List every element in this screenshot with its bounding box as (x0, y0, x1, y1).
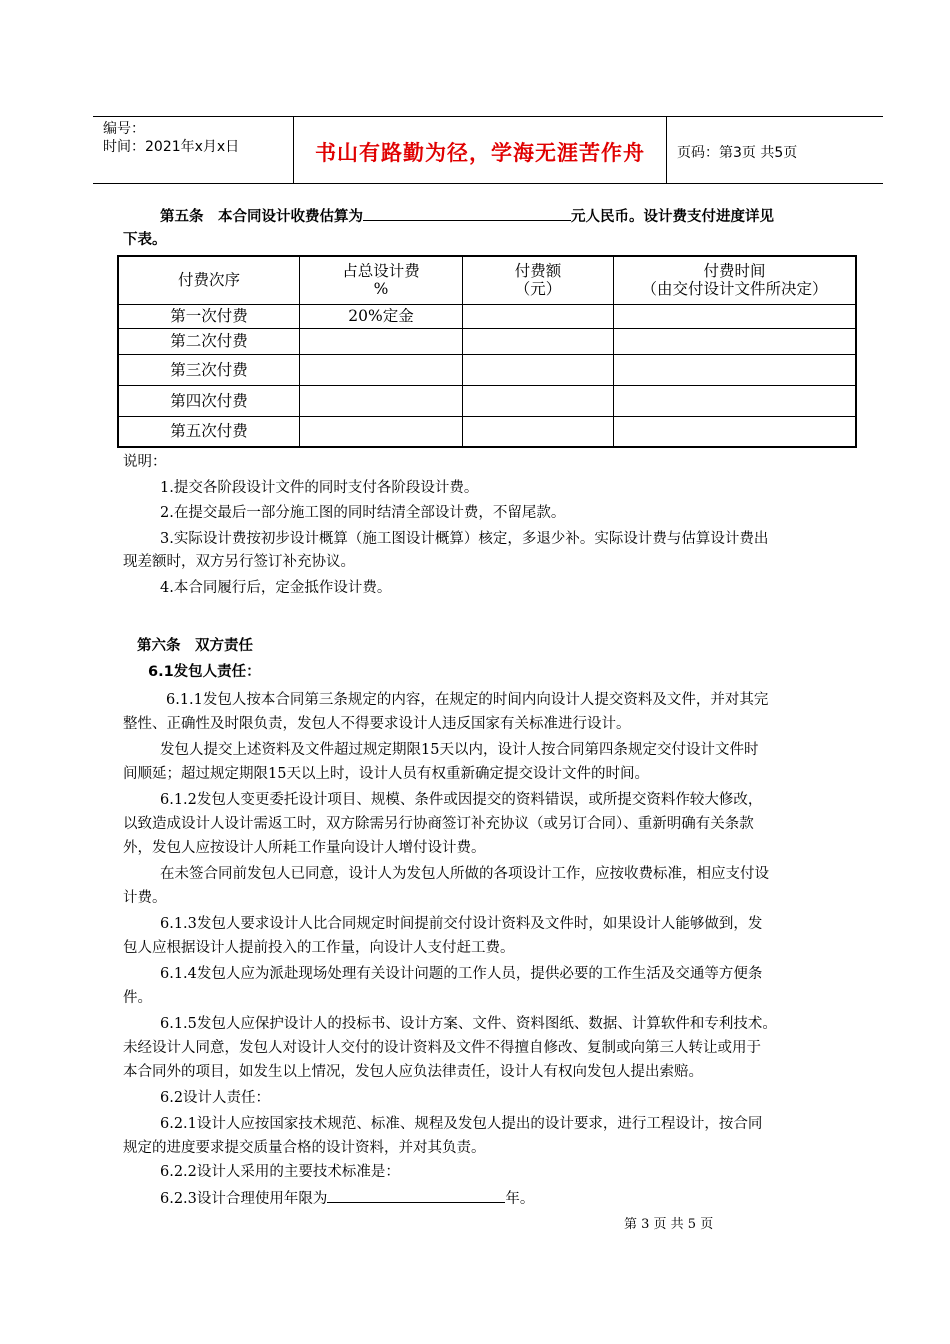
header-bottom-rule (93, 183, 883, 184)
header-top-rule (93, 116, 883, 117)
row-order: 第三次付费 (118, 354, 300, 385)
article5-line1 (160, 206, 774, 227)
note-item: 2.在提交最后一部分施工图的同时结清全部设计费，不留尾款。 (160, 505, 566, 521)
body-line: 6.1.1发包人按本合同第三条规定的内容，在规定的时间内向设计人提交资料及文件，并对其完 (166, 692, 769, 708)
body-line: 6.2.1设计人应按国家技术规范、标准、规程及发包人提出的设计要求，进行工程设计，按合同 (160, 1116, 763, 1132)
service-life-blank (327, 1188, 505, 1203)
body-line: 在未签合同前发包人已同意，设计人为发包人所做的各项设计工作，应按收费标准，相应支付设 (160, 866, 769, 882)
note-item: 4.本合同履行后，定金抵作设计费。 (160, 580, 392, 596)
table-row (118, 304, 856, 328)
article5-line2: 下表。 (123, 231, 167, 248)
table-header-row (118, 256, 856, 304)
table-row (118, 328, 856, 354)
body-line: 6.1.4发包人应为派赴现场处理有关设计问题的工作人员，提供必要的工作生活及交通等方便条 (160, 966, 763, 982)
table-row (118, 385, 856, 416)
header-motto: 书山有路勤为径，学海无涯苦作舟 (315, 141, 645, 165)
body-line: 包人应根据设计人提前投入的工作量，向设计人支付赶工费。 (123, 940, 515, 956)
body-line: 未经设计人同意，发包人对设计人交付的设计资料及文件不得擅自修改、复制或向第三人转让或用于 (123, 1040, 761, 1056)
article6-sub1: 6.1发包人责任： (148, 664, 261, 680)
header-meta (103, 120, 239, 156)
note-item: 现差额时，双方另行签订补充协议。 (123, 554, 355, 570)
fee-schedule-table (117, 255, 857, 448)
body-line: 规定的进度要求提交质量合格的设计资料，并对其负责。 (123, 1140, 486, 1156)
body-line: 计费。 (123, 890, 167, 906)
row-amount (463, 328, 614, 354)
row-percent (300, 385, 463, 416)
note-item: 1.提交各阶段设计文件的同时支付各阶段设计费。 (160, 480, 479, 496)
row-percent: 20%定金 (300, 304, 463, 328)
row-time (614, 304, 857, 328)
row-time (614, 385, 857, 416)
table-row (118, 354, 856, 385)
table-row (118, 416, 856, 447)
header-page-info: 页码：第3页 共5页 (677, 145, 798, 161)
row-percent (300, 416, 463, 447)
header-order: 付费次序 (118, 256, 300, 304)
notes-title: 说明： (123, 454, 167, 470)
article6-title: 第六条 双方责任 (137, 638, 253, 654)
row-amount (463, 385, 614, 416)
body-line: 6.1.5发包人应保护设计人的投标书、设计方案、文件、资料图纸、数据、计算软件和专利技术。 (160, 1016, 777, 1032)
fee-estimate-blank (363, 206, 571, 221)
header-percent: 占总设计费 % (300, 256, 463, 304)
header-time: 付费时间 （由交付设计文件所决定） (614, 256, 857, 304)
body-line: 件。 (123, 990, 152, 1006)
row-order: 第四次付费 (118, 385, 300, 416)
body-line: 整性、正确性及时限负责，发包人不得要求设计人违反国家有关标准进行设计。 (123, 716, 631, 732)
body-line: 6.1.3发包人要求设计人比合同规定时间提前交付设计资料及文件时，如果设计人能够做到，发 (160, 916, 763, 932)
header-amount: 付费额 （元） (463, 256, 614, 304)
header-divider-right (666, 116, 667, 184)
row-order: 第五次付费 (118, 416, 300, 447)
body-line: 以致造成设计人设计需返工时，双方除需另行协商签订补充协议（或另订合同）、重新明确有关条款 (123, 816, 754, 832)
row-time (614, 416, 857, 447)
body-line: 6.2.2设计人采用的主要技术标准是： (160, 1164, 400, 1180)
body-line: 外，发包人应按设计人所耗工作量向设计人增付设计费。 (123, 840, 486, 856)
row-percent (300, 328, 463, 354)
article5-title: 第五条 本合同设计收费估算为 (160, 208, 363, 225)
row-amount (463, 354, 614, 385)
time-label: 时间：2021年x月x日 (103, 139, 240, 155)
body-line-last: 6.2.3设计合理使用年限为 年。 (160, 1188, 534, 1209)
body-line: 发包人提交上述资料及文件超过规定期限15天以内，设计人按合同第四条规定交付设计文件时 (160, 742, 759, 758)
article5-suffix: 元人民币。设计费支付进度详见 (571, 208, 774, 225)
row-order: 第二次付费 (118, 328, 300, 354)
body-line: 本合同外的项目，如发生以上情况，发包人应负法律责任，设计人有权向发包人提出索赔。 (123, 1064, 703, 1080)
row-percent (300, 354, 463, 385)
body-line: 6.1.2发包人变更委托设计项目、规模、条件或因提交的资料错误，或所提交资料作较大修改， (160, 792, 763, 808)
row-amount (463, 416, 614, 447)
row-time (614, 328, 857, 354)
note-item: 3.实际设计费按初步设计概算（施工图设计概算）核定，多退少补。实际设计费与估算设计费出 (160, 531, 769, 547)
row-time (614, 354, 857, 385)
page-footer: 第 3 页 共 5 页 (624, 1217, 714, 1232)
row-order: 第一次付费 (118, 304, 300, 328)
row-amount (463, 304, 614, 328)
body-line: 6.2设计人责任： (160, 1090, 271, 1106)
body-line: 间顺延；超过规定期限15天以上时，设计人员有权重新确定提交设计文件的时间。 (123, 766, 649, 782)
serial-label: 编号： (103, 121, 145, 137)
